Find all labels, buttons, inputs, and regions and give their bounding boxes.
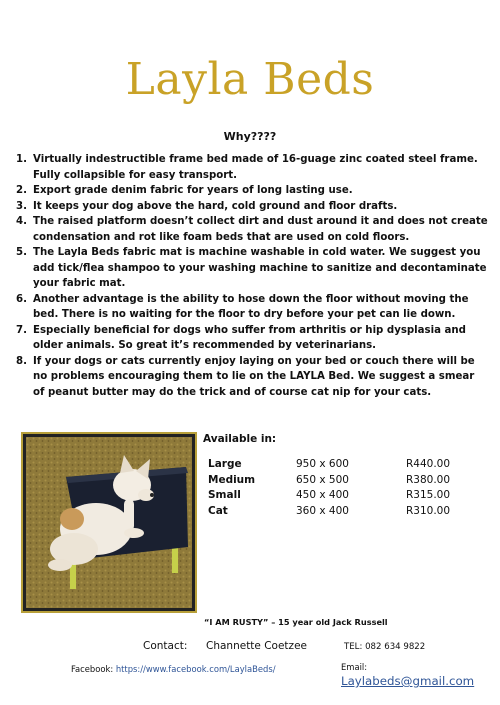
- dog-on-bed-illustration: [26, 437, 192, 608]
- list-item-text: Virtually indestructible frame bed made of 16-guage zinc coated steel frame. Fully collapsible for easy transport.: [33, 154, 478, 181]
- contact-name: Channette Coetzee: [206, 640, 307, 652]
- list-item-text: If your dogs or cats currently enjoy laying on your bed or couch there will be no problems encouraging them to lie on the LAYLA Bed. We suggest a smear of peanut butter may do the trick and of course cat nip for your cats.: [33, 355, 475, 398]
- size-name: Large: [208, 458, 242, 470]
- list-item: [16, 323, 488, 354]
- list-item: [16, 292, 488, 323]
- list-item: [16, 199, 488, 215]
- dog-patch: [60, 508, 84, 530]
- size-price: R315.00: [406, 489, 451, 502]
- list-item: [16, 214, 488, 245]
- size-price: R310.00: [406, 504, 451, 517]
- list-item-text: Another advantage is the ability to hose down the floor without moving the bed. There is no waiting for the floor to dry before your pet can lie down.: [33, 293, 469, 320]
- list-item-text: Especially beneficial for dogs who suffer from arthritis or hip dysplasia and older animals. So great it’s recommended by veterinarians.: [33, 324, 466, 351]
- size-price: R440.00: [406, 458, 451, 470]
- table-row: [208, 504, 466, 520]
- facebook-line: [71, 663, 276, 675]
- email-label: Email:: [341, 662, 368, 672]
- size-dimensions: 450 x 400: [296, 489, 349, 502]
- page-title: Layla Beds: [125, 54, 375, 105]
- list-item-text: It keeps your dog above the hard, cold ground and floor drafts.: [33, 200, 398, 212]
- list-number: 3.: [16, 200, 27, 212]
- table-row: [208, 457, 466, 473]
- size-name: Small: [208, 489, 241, 502]
- reasons-list: [16, 152, 488, 400]
- list-item: [16, 245, 488, 292]
- available-heading: Available in:: [203, 433, 277, 445]
- dog-photo: [21, 432, 197, 613]
- table-row: [208, 473, 466, 489]
- list-number: 7.: [16, 324, 27, 336]
- email-line: [341, 660, 500, 689]
- photo-caption: “I AM RUSTY” – 15 year old Jack Russell: [204, 617, 388, 627]
- list-item: [16, 354, 488, 401]
- size-dimensions: 650 x 500: [296, 473, 349, 486]
- size-dimensions: 950 x 600: [296, 458, 349, 470]
- list-number: 8.: [16, 355, 27, 367]
- list-number: 1.: [16, 154, 27, 165]
- email-link[interactable]: Laylabeds@gmail.com: [341, 674, 475, 688]
- size-name: Cat: [208, 504, 228, 517]
- size-name: Medium: [208, 473, 256, 486]
- facebook-label: Facebook:: [71, 664, 116, 674]
- list-number: 5.: [16, 247, 27, 258]
- contact-telephone: TEL: 082 634 9822: [344, 642, 426, 652]
- list-number: 4.: [16, 216, 27, 227]
- facebook-link[interactable]: https://www.facebook.com/LaylaBeds/: [115, 664, 276, 674]
- size-price: R380.00: [406, 473, 451, 486]
- contact-label: Contact:: [143, 640, 188, 652]
- list-number: 6.: [16, 293, 27, 305]
- list-item-text: The raised platform doesn’t collect dirt and dust around it and does not create condensation and rot like foam beds that are used on cold floors.: [33, 216, 488, 243]
- list-item: [16, 152, 488, 183]
- table-row: [208, 488, 466, 504]
- subtitle-why: Why????: [223, 130, 277, 143]
- list-number: 2.: [16, 185, 27, 196]
- price-table: [208, 457, 466, 519]
- size-dimensions: 360 x 400: [296, 504, 349, 517]
- list-item-text: Export grade denim fabric for years of long lasting use.: [33, 185, 353, 196]
- list-item: [16, 183, 488, 199]
- list-item-text: The Layla Beds fabric mat is machine washable in cold water. We suggest you add tick/flea shampoo to your washing machine to sanitize and decontaminate your fabric mat.: [33, 247, 487, 289]
